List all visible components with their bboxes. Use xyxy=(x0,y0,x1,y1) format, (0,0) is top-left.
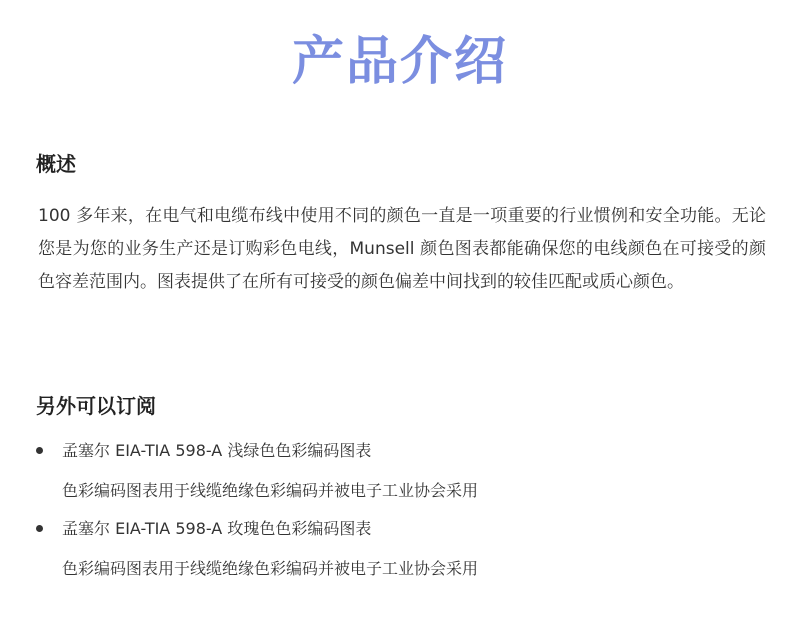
subscription-list xyxy=(36,436,776,592)
list-item xyxy=(36,514,776,584)
subscription-heading: 另外可以订阅 xyxy=(36,394,156,418)
list-item-title: 孟塞尔 EIA-TIA 598-A 浅绿色色彩编码图表 xyxy=(62,441,372,460)
overview-paragraph: 100 多年来，在电气和电缆布线中使用不同的颜色一直是一项重要的行业惯例和安全功能。无论您是为您的业务生产还是订购彩色电线，Munsell 颜色图表都能确保您的电线颜色在可接受的颜色容差范围内。图表提供了在所有可接受的颜色偏差中间找到的较佳匹配或质心颜色。 xyxy=(38,206,766,292)
list-item xyxy=(36,436,776,506)
bullet-icon xyxy=(36,447,43,454)
overview-heading: 概述 xyxy=(36,152,76,176)
bullet-icon xyxy=(36,525,43,532)
list-item-description: 色彩编码图表用于线缆绝缘色彩编码并被电子工业协会采用 xyxy=(62,559,479,578)
list-item-description: 色彩编码图表用于线缆绝缘色彩编码并被电子工业协会采用 xyxy=(62,481,479,500)
page-title: 产品介绍 xyxy=(291,32,508,92)
list-item-title: 孟塞尔 EIA-TIA 598-A 玫瑰色色彩编码图表 xyxy=(62,519,372,538)
